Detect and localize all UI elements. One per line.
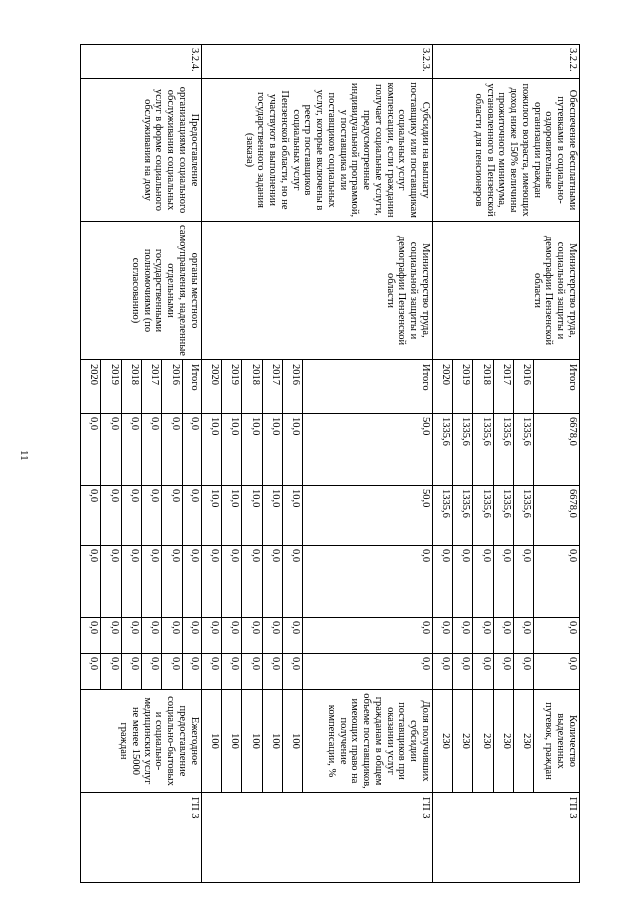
regional-cell: 10,0 [262, 486, 282, 546]
regional-cell: 0,0 [182, 486, 201, 546]
measure-name: Субсидии на выплату поставщику или поставщикам социальных услуг компенсации, если гражданин получает социальные услуги, предусмотренные индивидуальной программой, у поставщика или поставщиков социальных услуг, которые включены в реестр поставщиков социальных услуг Пензенской области, но не участвуют в выполнении государственного задания (заказа) [201, 79, 432, 222]
year-cell: 2018 [121, 360, 141, 414]
federal-cell: 0,0 [282, 618, 302, 654]
federal-cell: 0,0 [101, 618, 121, 654]
total-cell: 0,0 [101, 414, 121, 486]
year-cell: 2020 [201, 360, 221, 414]
other-cell: 0,0 [81, 654, 102, 690]
other-cell: 0,0 [514, 654, 534, 690]
other-cell: 0,0 [453, 654, 473, 690]
other-cell: 0,0 [262, 654, 282, 690]
rotated-table-container [80, 44, 580, 882]
federal-cell: 0,0 [262, 618, 282, 654]
indicator-value: 230 [514, 690, 534, 793]
regional-cell: 1335,6 [453, 486, 473, 546]
total-cell: 0,0 [142, 414, 162, 486]
local-cell: 0,0 [473, 546, 493, 618]
total-cell: 10,0 [242, 414, 262, 486]
regional-cell: 50,0 [303, 486, 433, 546]
indicator: Ежегодное предоставление социально-бытовых и социально-медицинских услуг не менее 15000 граждан [81, 690, 202, 793]
other-cell: 0,0 [473, 654, 493, 690]
local-cell: 0,0 [182, 546, 201, 618]
year-cell: 2018 [473, 360, 493, 414]
federal-cell: 0,0 [514, 618, 534, 654]
year-cell: Итого [182, 360, 201, 414]
year-cell: 2019 [453, 360, 473, 414]
total-cell: 1335,6 [493, 414, 513, 486]
total-cell: 1335,6 [432, 414, 452, 486]
local-cell: 0,0 [162, 546, 182, 618]
year-cell: Итого [534, 360, 580, 414]
table-row [534, 45, 580, 883]
regional-cell: 0,0 [121, 486, 141, 546]
federal-cell: 0,0 [534, 618, 580, 654]
federal-cell: 0,0 [473, 618, 493, 654]
indicator-value: 100 [262, 690, 282, 793]
total-cell: 0,0 [121, 414, 141, 486]
local-cell: 0,0 [534, 546, 580, 618]
federal-cell: 0,0 [222, 618, 242, 654]
local-cell: 0,0 [81, 546, 102, 618]
federal-cell: 0,0 [162, 618, 182, 654]
other-cell: 0,0 [101, 654, 121, 690]
local-cell: 0,0 [242, 546, 262, 618]
local-cell: 0,0 [453, 546, 473, 618]
total-cell: 10,0 [201, 414, 221, 486]
program-code: ГП 3 [432, 793, 579, 883]
indicator-value: 100 [242, 690, 262, 793]
other-cell: 0,0 [303, 654, 433, 690]
measure-name: Предоставление организациями социального обслуживания социальных услуг в форме социального обслуживания на дому [81, 79, 202, 222]
local-cell: 0,0 [493, 546, 513, 618]
local-cell: 0,0 [142, 546, 162, 618]
regional-cell: 10,0 [242, 486, 262, 546]
federal-cell: 0,0 [432, 618, 452, 654]
total-cell: 1335,6 [473, 414, 493, 486]
local-cell: 0,0 [432, 546, 452, 618]
year-cell: 2019 [101, 360, 121, 414]
year-cell: 2018 [242, 360, 262, 414]
local-cell: 0,0 [222, 546, 242, 618]
regional-cell: 1335,6 [493, 486, 513, 546]
other-cell: 0,0 [282, 654, 302, 690]
total-cell: 1335,6 [453, 414, 473, 486]
year-cell: 2017 [142, 360, 162, 414]
other-cell: 0,0 [142, 654, 162, 690]
measure-name: Обеспечение бесплатными путевками в социально-оздоровительные организации граждан пожилого возраста, имеющих доход ниже 150% величины прожиточного минимума, установленного в Пензенской области для пенсионеров [432, 79, 579, 222]
row-number: 3.2.4. [81, 45, 202, 79]
regional-cell: 1335,6 [514, 486, 534, 546]
regional-cell: 1335,6 [473, 486, 493, 546]
regional-cell: 1335,6 [432, 486, 452, 546]
total-cell: 10,0 [222, 414, 242, 486]
other-cell: 0,0 [182, 654, 201, 690]
executor: Министерство труда, социальной защиты и демографии Пензенской области [201, 222, 432, 360]
total-cell: 0,0 [162, 414, 182, 486]
regional-cell: 0,0 [101, 486, 121, 546]
year-cell: 2016 [514, 360, 534, 414]
total-cell: 0,0 [182, 414, 201, 486]
indicator: Доля получивших субсидии поставщиков при оказании услуг гражданам в общем объеме поставщиков, имеющих право на получение компенсации, % [303, 690, 433, 793]
year-cell: 2016 [282, 360, 302, 414]
other-cell: 0,0 [162, 654, 182, 690]
federal-cell: 0,0 [453, 618, 473, 654]
regional-cell: 0,0 [162, 486, 182, 546]
table-row [182, 45, 201, 883]
local-cell: 0,0 [101, 546, 121, 618]
program-table [80, 44, 580, 883]
regional-cell: 0,0 [81, 486, 102, 546]
indicator-value: 230 [493, 690, 513, 793]
federal-cell: 0,0 [142, 618, 162, 654]
total-cell: 50,0 [303, 414, 433, 486]
regional-cell: 0,0 [142, 486, 162, 546]
regional-cell: 10,0 [201, 486, 221, 546]
page-number: 11 [18, 450, 30, 461]
other-cell: 0,0 [201, 654, 221, 690]
executor: органы местного самоуправления, наделенные отдельными государственными полномочиями (по согласованию) [81, 222, 202, 360]
total-cell: 0,0 [81, 414, 102, 486]
year-cell: 2019 [222, 360, 242, 414]
program-code: ГП 3 [201, 793, 432, 883]
regional-cell: 10,0 [282, 486, 302, 546]
local-cell: 0,0 [303, 546, 433, 618]
table-row [303, 45, 433, 883]
total-cell: 1335,6 [514, 414, 534, 486]
row-number: 3.2.2. [432, 45, 579, 79]
year-cell: 2020 [81, 360, 102, 414]
federal-cell: 0,0 [201, 618, 221, 654]
total-cell: 10,0 [262, 414, 282, 486]
federal-cell: 0,0 [303, 618, 433, 654]
federal-cell: 0,0 [242, 618, 262, 654]
program-code: ГП 3 [81, 793, 202, 883]
regional-cell: 10,0 [222, 486, 242, 546]
other-cell: 0,0 [242, 654, 262, 690]
federal-cell: 0,0 [121, 618, 141, 654]
other-cell: 0,0 [534, 654, 580, 690]
federal-cell: 0,0 [493, 618, 513, 654]
total-cell: 10,0 [282, 414, 302, 486]
local-cell: 0,0 [121, 546, 141, 618]
year-cell: 2017 [262, 360, 282, 414]
local-cell: 0,0 [262, 546, 282, 618]
other-cell: 0,0 [493, 654, 513, 690]
federal-cell: 0,0 [182, 618, 201, 654]
indicator: Количество выделенных путевок, граждан [534, 690, 580, 793]
other-cell: 0,0 [121, 654, 141, 690]
other-cell: 0,0 [432, 654, 452, 690]
local-cell: 0,0 [282, 546, 302, 618]
year-cell: 2017 [493, 360, 513, 414]
regional-cell: 6678,0 [534, 486, 580, 546]
federal-cell: 0,0 [81, 618, 102, 654]
indicator-value: 100 [222, 690, 242, 793]
year-cell: 2016 [162, 360, 182, 414]
indicator-value: 100 [201, 690, 221, 793]
local-cell: 0,0 [514, 546, 534, 618]
indicator-value: 230 [473, 690, 493, 793]
year-cell: Итого [303, 360, 433, 414]
indicator-value: 100 [282, 690, 302, 793]
executor: Министерство труда, социальной защиты и демографии Пензенской области [432, 222, 579, 360]
year-cell: 2020 [432, 360, 452, 414]
indicator-value: 230 [432, 690, 452, 793]
row-number: 3.2.3. [201, 45, 432, 79]
total-cell: 6678,0 [534, 414, 580, 486]
local-cell: 0,0 [201, 546, 221, 618]
other-cell: 0,0 [222, 654, 242, 690]
indicator-value: 230 [453, 690, 473, 793]
